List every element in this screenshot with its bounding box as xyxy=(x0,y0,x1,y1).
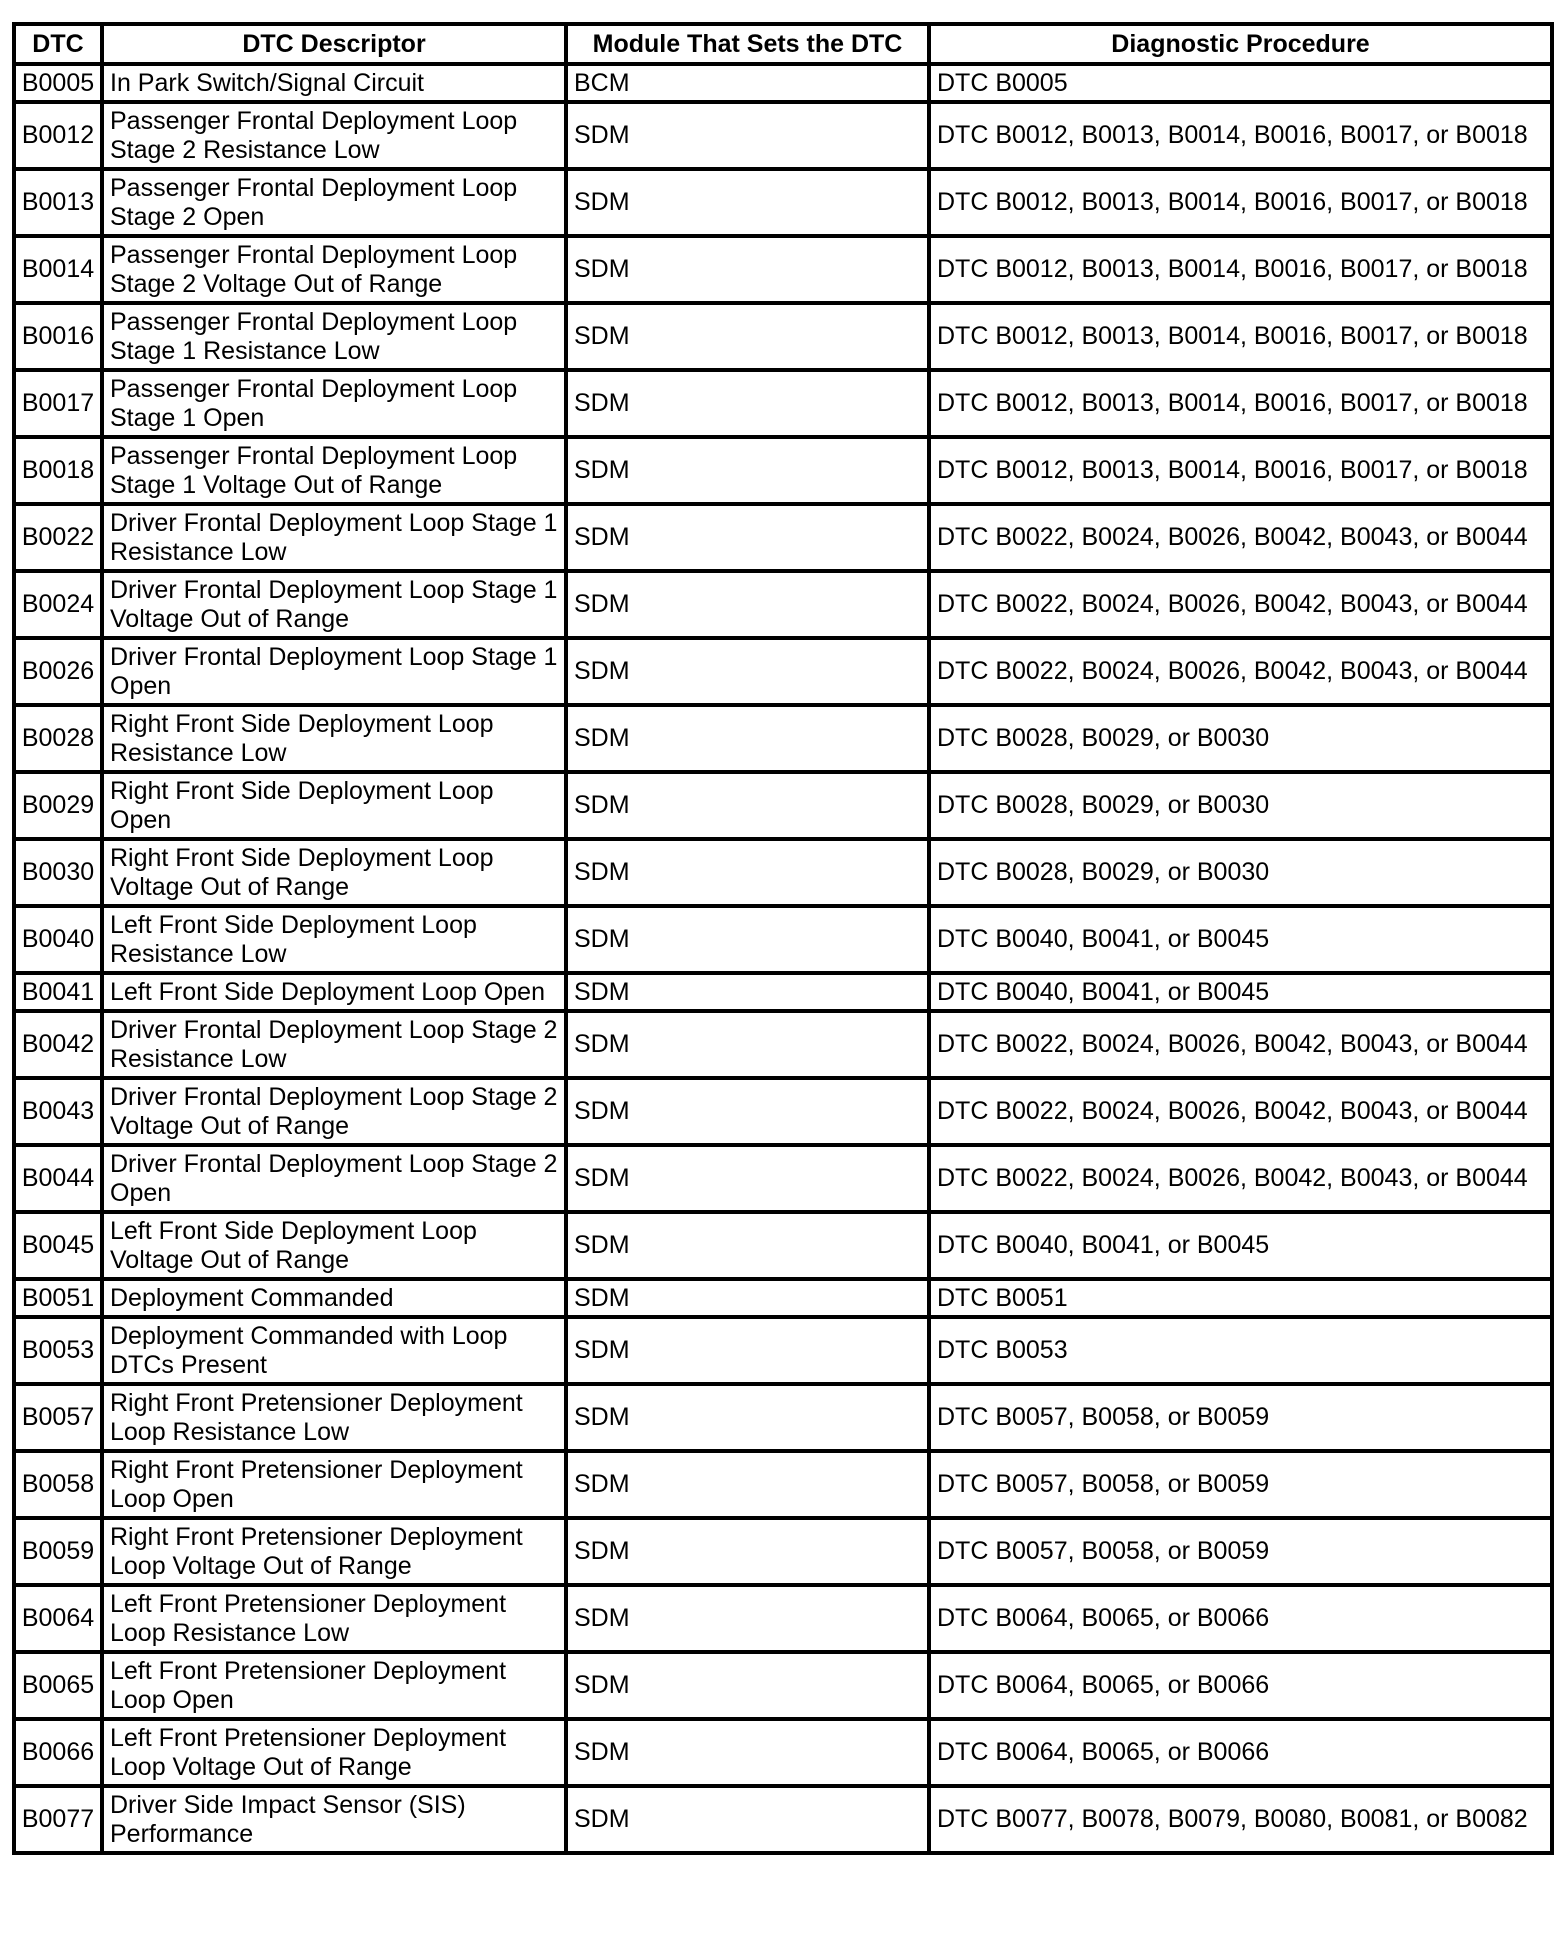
dtc-code: B0042 xyxy=(14,1011,102,1078)
dtc-descriptor: Deployment Commanded xyxy=(102,1279,566,1317)
module: SDM xyxy=(566,1384,929,1451)
table-row xyxy=(14,1451,1552,1518)
dtc-descriptor: Right Front Pretensioner Deployment Loop Voltage Out of Range xyxy=(102,1518,566,1585)
diagnostic-procedure: DTC B0022, B0024, B0026, B0042, B0043, or B0044 xyxy=(929,571,1552,638)
module: SDM xyxy=(566,169,929,236)
dtc-descriptor: Left Front Pretensioner Deployment Loop Resistance Low xyxy=(102,1585,566,1652)
table-header-row xyxy=(14,24,1552,64)
dtc-descriptor: Driver Frontal Deployment Loop Stage 2 Resistance Low xyxy=(102,1011,566,1078)
dtc-descriptor: Driver Frontal Deployment Loop Stage 2 Voltage Out of Range xyxy=(102,1078,566,1145)
dtc-code: B0014 xyxy=(14,236,102,303)
table-row xyxy=(14,571,1552,638)
module: BCM xyxy=(566,64,929,102)
diagnostic-procedure: DTC B0022, B0024, B0026, B0042, B0043, or B0044 xyxy=(929,1145,1552,1212)
module: SDM xyxy=(566,1786,929,1853)
dtc-descriptor: Right Front Side Deployment Loop Resistance Low xyxy=(102,705,566,772)
dtc-code: B0064 xyxy=(14,1585,102,1652)
table-row xyxy=(14,1786,1552,1853)
dtc-code: B0058 xyxy=(14,1451,102,1518)
dtc-code: B0012 xyxy=(14,102,102,169)
dtc-table xyxy=(12,22,1554,1855)
dtc-code: B0024 xyxy=(14,571,102,638)
dtc-code: B0018 xyxy=(14,437,102,504)
dtc-descriptor: Driver Side Impact Sensor (SIS) Performance xyxy=(102,1786,566,1853)
table-row xyxy=(14,102,1552,169)
dtc-descriptor: Passenger Frontal Deployment Loop Stage 2 Resistance Low xyxy=(102,102,566,169)
module: SDM xyxy=(566,303,929,370)
module: SDM xyxy=(566,638,929,705)
diagnostic-procedure: DTC B0064, B0065, or B0066 xyxy=(929,1719,1552,1786)
dtc-descriptor: Left Front Pretensioner Deployment Loop Voltage Out of Range xyxy=(102,1719,566,1786)
table-row xyxy=(14,1719,1552,1786)
table-row xyxy=(14,1145,1552,1212)
diagnostic-procedure: DTC B0057, B0058, or B0059 xyxy=(929,1384,1552,1451)
table-row xyxy=(14,1384,1552,1451)
module: SDM xyxy=(566,973,929,1011)
dtc-code: B0077 xyxy=(14,1786,102,1853)
diagnostic-procedure: DTC B0051 xyxy=(929,1279,1552,1317)
table-row xyxy=(14,772,1552,839)
module: SDM xyxy=(566,236,929,303)
dtc-descriptor: Driver Frontal Deployment Loop Stage 2 Open xyxy=(102,1145,566,1212)
dtc-descriptor: Passenger Frontal Deployment Loop Stage 2 Open xyxy=(102,169,566,236)
module: SDM xyxy=(566,1719,929,1786)
table-row xyxy=(14,169,1552,236)
diagnostic-procedure: DTC B0012, B0013, B0014, B0016, B0017, or B0018 xyxy=(929,303,1552,370)
diagnostic-procedure: DTC B0057, B0058, or B0059 xyxy=(929,1451,1552,1518)
module: SDM xyxy=(566,102,929,169)
dtc-code: B0051 xyxy=(14,1279,102,1317)
diagnostic-procedure: DTC B0040, B0041, or B0045 xyxy=(929,906,1552,973)
dtc-descriptor: Passenger Frontal Deployment Loop Stage 1 Resistance Low xyxy=(102,303,566,370)
dtc-descriptor: Deployment Commanded with Loop DTCs Present xyxy=(102,1317,566,1384)
dtc-descriptor: Left Front Side Deployment Loop Open xyxy=(102,973,566,1011)
module: SDM xyxy=(566,1652,929,1719)
dtc-code: B0028 xyxy=(14,705,102,772)
diagnostic-procedure: DTC B0057, B0058, or B0059 xyxy=(929,1518,1552,1585)
diagnostic-procedure: DTC B0053 xyxy=(929,1317,1552,1384)
dtc-code: B0030 xyxy=(14,839,102,906)
dtc-descriptor: Left Front Pretensioner Deployment Loop Open xyxy=(102,1652,566,1719)
table-row xyxy=(14,64,1552,102)
table-row xyxy=(14,437,1552,504)
diagnostic-procedure: DTC B0005 xyxy=(929,64,1552,102)
table-row xyxy=(14,973,1552,1011)
dtc-descriptor: Right Front Side Deployment Loop Voltage Out of Range xyxy=(102,839,566,906)
module: SDM xyxy=(566,1518,929,1585)
header-dtc: DTC xyxy=(14,24,102,64)
module: SDM xyxy=(566,839,929,906)
diagnostic-procedure: DTC B0028, B0029, or B0030 xyxy=(929,705,1552,772)
dtc-code: B0005 xyxy=(14,64,102,102)
dtc-code: B0065 xyxy=(14,1652,102,1719)
table-row xyxy=(14,705,1552,772)
dtc-code: B0029 xyxy=(14,772,102,839)
module: SDM xyxy=(566,1212,929,1279)
diagnostic-procedure: DTC B0012, B0013, B0014, B0016, B0017, or B0018 xyxy=(929,169,1552,236)
table-row xyxy=(14,1011,1552,1078)
dtc-code: B0013 xyxy=(14,169,102,236)
dtc-code: B0043 xyxy=(14,1078,102,1145)
dtc-descriptor: Driver Frontal Deployment Loop Stage 1 Resistance Low xyxy=(102,504,566,571)
module: SDM xyxy=(566,1451,929,1518)
diagnostic-procedure: DTC B0077, B0078, B0079, B0080, B0081, or B0082 xyxy=(929,1786,1552,1853)
dtc-descriptor: Passenger Frontal Deployment Loop Stage 2 Voltage Out of Range xyxy=(102,236,566,303)
dtc-code: B0059 xyxy=(14,1518,102,1585)
module: SDM xyxy=(566,437,929,504)
dtc-code: B0022 xyxy=(14,504,102,571)
dtc-code: B0017 xyxy=(14,370,102,437)
dtc-code: B0053 xyxy=(14,1317,102,1384)
table-row xyxy=(14,1212,1552,1279)
dtc-code: B0026 xyxy=(14,638,102,705)
module: SDM xyxy=(566,504,929,571)
diagnostic-procedure: DTC B0012, B0013, B0014, B0016, B0017, or B0018 xyxy=(929,102,1552,169)
table-row xyxy=(14,1518,1552,1585)
module: SDM xyxy=(566,772,929,839)
table-row xyxy=(14,1585,1552,1652)
dtc-descriptor: Right Front Side Deployment Loop Open xyxy=(102,772,566,839)
diagnostic-procedure: DTC B0022, B0024, B0026, B0042, B0043, or B0044 xyxy=(929,1011,1552,1078)
diagnostic-procedure: DTC B0022, B0024, B0026, B0042, B0043, or B0044 xyxy=(929,638,1552,705)
module: SDM xyxy=(566,1317,929,1384)
dtc-descriptor: Driver Frontal Deployment Loop Stage 1 Open xyxy=(102,638,566,705)
module: SDM xyxy=(566,705,929,772)
dtc-descriptor: Left Front Side Deployment Loop Voltage Out of Range xyxy=(102,1212,566,1279)
table-row xyxy=(14,303,1552,370)
dtc-code: B0040 xyxy=(14,906,102,973)
dtc-descriptor: Passenger Frontal Deployment Loop Stage 1 Voltage Out of Range xyxy=(102,437,566,504)
diagnostic-procedure: DTC B0028, B0029, or B0030 xyxy=(929,772,1552,839)
table-row xyxy=(14,1317,1552,1384)
header-diagnostic-procedure: Diagnostic Procedure xyxy=(929,24,1552,64)
module: SDM xyxy=(566,1078,929,1145)
header-module: Module That Sets the DTC xyxy=(566,24,929,64)
dtc-descriptor: Left Front Side Deployment Loop Resistance Low xyxy=(102,906,566,973)
dtc-descriptor: Passenger Frontal Deployment Loop Stage 1 Open xyxy=(102,370,566,437)
table-row xyxy=(14,504,1552,571)
dtc-descriptor: Right Front Pretensioner Deployment Loop Resistance Low xyxy=(102,1384,566,1451)
dtc-code: B0044 xyxy=(14,1145,102,1212)
module: SDM xyxy=(566,1145,929,1212)
module: SDM xyxy=(566,571,929,638)
module: SDM xyxy=(566,1585,929,1652)
table-row xyxy=(14,1078,1552,1145)
diagnostic-procedure: DTC B0064, B0065, or B0066 xyxy=(929,1652,1552,1719)
table-row xyxy=(14,1652,1552,1719)
module: SDM xyxy=(566,370,929,437)
diagnostic-procedure: DTC B0028, B0029, or B0030 xyxy=(929,839,1552,906)
diagnostic-procedure: DTC B0022, B0024, B0026, B0042, B0043, or B0044 xyxy=(929,504,1552,571)
dtc-descriptor: In Park Switch/Signal Circuit xyxy=(102,64,566,102)
diagnostic-procedure: DTC B0064, B0065, or B0066 xyxy=(929,1585,1552,1652)
table-row xyxy=(14,236,1552,303)
diagnostic-procedure: DTC B0040, B0041, or B0045 xyxy=(929,1212,1552,1279)
table-row xyxy=(14,370,1552,437)
module: SDM xyxy=(566,1279,929,1317)
dtc-code: B0066 xyxy=(14,1719,102,1786)
dtc-code: B0016 xyxy=(14,303,102,370)
module: SDM xyxy=(566,906,929,973)
diagnostic-procedure: DTC B0012, B0013, B0014, B0016, B0017, or B0018 xyxy=(929,370,1552,437)
table-row xyxy=(14,1279,1552,1317)
dtc-code: B0041 xyxy=(14,973,102,1011)
diagnostic-procedure: DTC B0012, B0013, B0014, B0016, B0017, or B0018 xyxy=(929,236,1552,303)
table-row xyxy=(14,839,1552,906)
table-row xyxy=(14,906,1552,973)
dtc-descriptor: Right Front Pretensioner Deployment Loop Open xyxy=(102,1451,566,1518)
diagnostic-procedure: DTC B0012, B0013, B0014, B0016, B0017, or B0018 xyxy=(929,437,1552,504)
dtc-descriptor: Driver Frontal Deployment Loop Stage 1 Voltage Out of Range xyxy=(102,571,566,638)
diagnostic-procedure: DTC B0040, B0041, or B0045 xyxy=(929,973,1552,1011)
module: SDM xyxy=(566,1011,929,1078)
table-row xyxy=(14,638,1552,705)
dtc-code: B0057 xyxy=(14,1384,102,1451)
header-dtc-descriptor: DTC Descriptor xyxy=(102,24,566,64)
diagnostic-procedure: DTC B0022, B0024, B0026, B0042, B0043, or B0044 xyxy=(929,1078,1552,1145)
dtc-code: B0045 xyxy=(14,1212,102,1279)
